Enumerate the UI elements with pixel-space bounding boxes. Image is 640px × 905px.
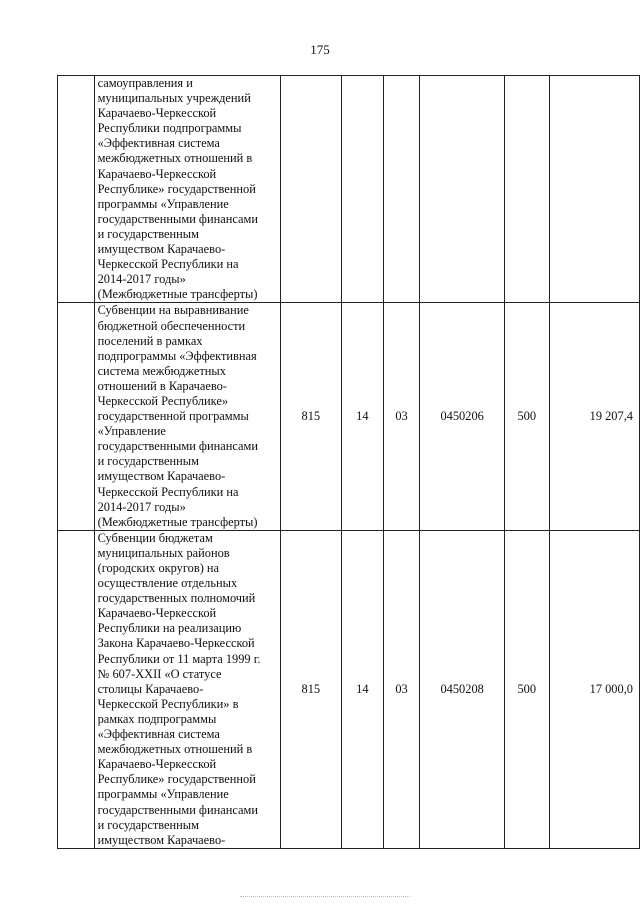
budget-table	[57, 75, 640, 849]
expense-type-cell	[504, 76, 549, 303]
subsection-cell: 03	[383, 530, 420, 848]
scan-artifact	[240, 894, 410, 897]
amount-cell: 17 000,0	[549, 530, 639, 848]
row-name-cell	[94, 76, 280, 303]
row-name-cell	[94, 530, 280, 848]
row-number-cell	[58, 303, 95, 530]
row-name-text: Субвенции бюджетам муниципальных районов (городских округов) на осуществление отдельных государственных полномочий Карачаево-Черкесской Республики на реализацию Закона Карачаево-Черкесской Республики от 11 марта 1999 г. № 607-XXII «О статусе столицы Карачаево- Черкесской Республики» в рамках подпрограммы «Эффективная система межбюджетных отношений в Карачаево-Черкесской Республике» государственной программы «Управление государственными финансами и государственным имуществом Карачаево-	[97, 530, 261, 847]
target-article-cell: 0450206	[420, 303, 505, 530]
row-name-cell	[94, 303, 280, 530]
grbs-cell	[280, 76, 341, 303]
grbs-cell: 815	[280, 530, 341, 848]
subsection-cell	[383, 76, 420, 303]
amount-cell: 19 207,4	[549, 303, 639, 530]
subsection-cell: 03	[383, 303, 420, 530]
section-cell	[342, 76, 384, 303]
row-name-text: самоуправления и муниципальных учреждений Карачаево-Черкесской Республики подпрограммы «Эффективная система межбюджетных отношений в Карачаево-Черкесской Республике» государственной программы «Управление государственными финансами и государственным имуществом Карачаево- Черкесской Республики на 2014-2017 годы» (Межбюджетные трансферты)	[97, 76, 258, 302]
row-number-cell	[58, 76, 95, 303]
table-row	[58, 530, 640, 848]
row-name-text: Субвенции на выравнивание бюджетной обеспеченности поселений в рамках подпрограммы «Эффективная система межбюджетных отношений в Карачаево- Черкесской Республике» государственной программы «Управление государственными финансами и государственным имуществом Карачаево- Черкесской Республики на 2014-2017 годы» (Межбюджетные трансферты)	[97, 303, 258, 529]
target-article-cell: 0450208	[420, 530, 505, 848]
target-article-cell	[420, 76, 505, 303]
row-number-cell	[58, 530, 95, 848]
section-cell: 14	[342, 303, 384, 530]
table-row	[58, 76, 640, 303]
expense-type-cell: 500	[504, 303, 549, 530]
section-cell: 14	[342, 530, 384, 848]
amount-cell	[549, 76, 639, 303]
table-row	[58, 303, 640, 530]
grbs-cell: 815	[280, 303, 341, 530]
expense-type-cell: 500	[504, 530, 549, 848]
page-number: 175	[310, 42, 330, 57]
